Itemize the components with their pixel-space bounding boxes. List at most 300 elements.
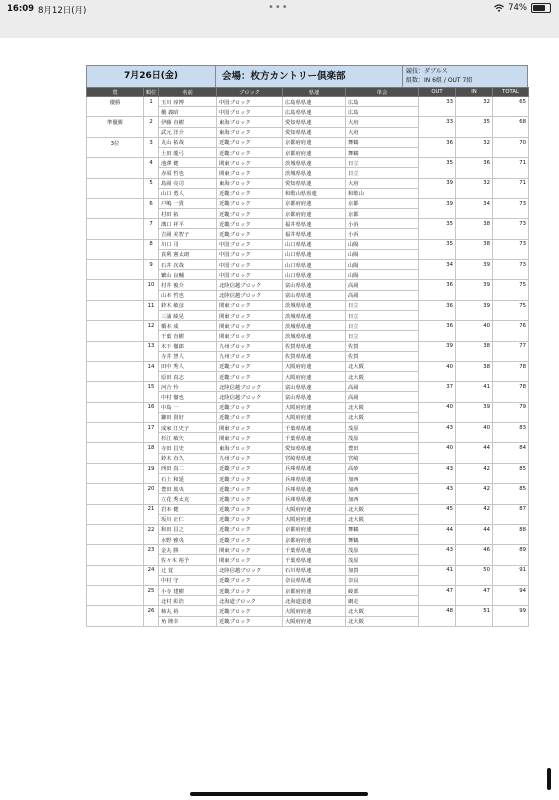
in-score-cell: 44 [456, 443, 493, 453]
unit-cell: 日立 [346, 321, 419, 331]
total-score-cell: 94 [493, 586, 529, 596]
award-cell [87, 412, 144, 422]
prefecture-cell: 山口県県連 [283, 270, 346, 280]
column-header: ブロック [217, 88, 283, 97]
prefecture-cell: 富山県県連 [283, 392, 346, 402]
home-indicator[interactable] [190, 792, 368, 796]
out-score-cell: 47 [419, 586, 456, 596]
prefecture-cell: 茨城県県連 [283, 300, 346, 310]
rank-cell: 24 [144, 565, 159, 575]
table-row [87, 178, 529, 188]
unit-cell: 佐賀 [346, 341, 419, 351]
player-name-cell: 佐々木 裕予 [159, 555, 217, 565]
out-score-cell: 44 [419, 524, 456, 534]
prefecture-cell: 京都府府連 [283, 586, 346, 596]
unit-cell: 舞鶴 [346, 137, 419, 147]
player-name-cell: 岩本 健 [159, 504, 217, 514]
player-name-cell: 橋本 成 [159, 321, 217, 331]
award-cell: 優勝 [87, 97, 144, 107]
total-score-cell: 88 [493, 524, 529, 534]
unit-cell: 加西 [346, 473, 419, 483]
prefecture-cell: 富山県県連 [283, 290, 346, 300]
award-cell [87, 392, 144, 402]
rank-cell: 14 [144, 361, 159, 371]
out-score-cell [419, 127, 456, 137]
in-score-cell [456, 412, 493, 422]
in-score-cell: 46 [456, 545, 493, 555]
in-score-cell: 41 [456, 382, 493, 392]
in-score-cell: 47 [456, 586, 493, 596]
total-score-cell [493, 473, 529, 483]
total-score-cell: 99 [493, 606, 529, 616]
unit-cell: 北大阪 [346, 402, 419, 412]
rank-cell: 13 [144, 341, 159, 351]
award-cell [87, 433, 144, 443]
total-score-cell [493, 535, 529, 545]
rank-cell [144, 270, 159, 280]
out-score-cell [419, 596, 456, 606]
in-score-cell: 35 [456, 117, 493, 127]
player-name-cell: 石井 次哉 [159, 260, 217, 270]
award-cell [87, 310, 144, 320]
event-date: 7月26日(金) [87, 66, 216, 87]
total-score-cell: 73 [493, 260, 529, 270]
player-name-cell: 小寺 建樹 [159, 586, 217, 596]
award-cell [87, 402, 144, 412]
prefecture-cell: 大阪府府連 [283, 616, 346, 626]
player-name-cell: 鎌田 貴好 [159, 412, 217, 422]
rank-cell [144, 494, 159, 504]
table-row [87, 229, 529, 239]
column-header: 単会 [346, 88, 419, 97]
document-page[interactable] [0, 38, 559, 800]
player-name-cell: 中村 徹也 [159, 392, 217, 402]
unit-cell: 北大阪 [346, 361, 419, 371]
wifi-icon [494, 4, 504, 12]
player-name-cell: 池澤 健 [159, 158, 217, 168]
total-score-cell: 85 [493, 463, 529, 473]
in-score-cell: 42 [456, 484, 493, 494]
table-row [87, 586, 529, 596]
in-score-cell [456, 310, 493, 320]
player-name-cell: 伊藤 直樹 [159, 117, 217, 127]
out-score-cell [419, 514, 456, 524]
block-cell: 東海ブロック [217, 117, 283, 127]
player-name-cell: 寺田 昌史 [159, 443, 217, 453]
player-name-cell: 坂川 正仁 [159, 514, 217, 524]
in-score-cell [456, 290, 493, 300]
total-score-cell [493, 494, 529, 504]
prefecture-cell: 山口県県連 [283, 239, 346, 249]
rank-cell: 16 [144, 402, 159, 412]
award-cell [87, 260, 144, 270]
total-score-cell: 75 [493, 280, 529, 290]
total-score-cell: 91 [493, 565, 529, 575]
award-cell [87, 321, 144, 331]
prefecture-cell: 大阪府府連 [283, 514, 346, 524]
player-name-cell: 木下 徹郎 [159, 341, 217, 351]
battery-icon [531, 3, 551, 13]
award-cell [87, 341, 144, 351]
in-score-cell [456, 372, 493, 382]
unit-cell: 広島 [346, 97, 419, 107]
results-sheet [86, 65, 528, 627]
out-score-cell: 36 [419, 321, 456, 331]
table-row [87, 137, 529, 147]
out-score-cell: 40 [419, 443, 456, 453]
award-cell [87, 107, 144, 117]
award-cell [87, 351, 144, 361]
table-row [87, 321, 529, 331]
award-cell [87, 331, 144, 341]
rank-cell: 12 [144, 321, 159, 331]
rank-cell: 20 [144, 484, 159, 494]
in-score-cell [456, 616, 493, 626]
player-name-cell: 西田 真二 [159, 463, 217, 473]
unit-cell: 北大阪 [346, 504, 419, 514]
in-score-cell [456, 453, 493, 463]
table-row [87, 504, 529, 514]
block-cell: 中国ブロック [217, 97, 283, 107]
award-cell [87, 361, 144, 371]
unit-cell: 北大阪 [346, 606, 419, 616]
in-score-cell: 42 [456, 504, 493, 514]
battery-percent: 74% [508, 3, 527, 13]
competition-type: 競技：ダブルス [406, 68, 448, 75]
rank-cell [144, 392, 159, 402]
award-cell [87, 514, 144, 524]
out-score-cell [419, 270, 456, 280]
unit-cell: 京都 [346, 209, 419, 219]
award-cell [87, 188, 144, 198]
prefecture-cell: 千葉県県連 [283, 555, 346, 565]
total-score-cell [493, 290, 529, 300]
total-score-cell [493, 147, 529, 157]
rank-cell [144, 453, 159, 463]
in-score-cell [456, 596, 493, 606]
prefecture-cell: 京都府府連 [283, 198, 346, 208]
player-name-cell: 田中 秀人 [159, 361, 217, 371]
out-score-cell: 43 [419, 484, 456, 494]
prefecture-cell: 宮崎県県連 [283, 453, 346, 463]
table-row [87, 97, 529, 107]
player-name-cell: 橋 義昭 [159, 107, 217, 117]
total-score-cell: 70 [493, 137, 529, 147]
out-score-cell [419, 229, 456, 239]
table-row [87, 270, 529, 280]
out-score-cell [419, 412, 456, 422]
rank-cell: 3 [144, 137, 159, 147]
block-cell: 関東ブロック [217, 310, 283, 320]
award-cell [87, 484, 144, 494]
table-row [87, 127, 529, 137]
out-score-cell: 48 [419, 606, 456, 616]
rank-cell: 19 [144, 463, 159, 473]
award-cell [87, 545, 144, 555]
rank-cell [144, 575, 159, 585]
block-cell: 近畿ブロック [217, 147, 283, 157]
player-name-cell: 和田 昌之 [159, 524, 217, 534]
player-name-cell: 杉江 敏矢 [159, 433, 217, 443]
total-score-cell [493, 107, 529, 117]
out-score-cell: 41 [419, 565, 456, 575]
total-score-cell [493, 433, 529, 443]
in-score-cell [456, 188, 493, 198]
scroll-indicator[interactable] [547, 768, 551, 790]
player-name-cell: 成家 江史子 [159, 423, 217, 433]
prefecture-cell: 茨城県県連 [283, 310, 346, 320]
player-name-cell: 三浦 綾晃 [159, 310, 217, 320]
block-cell: 近畿ブロック [217, 361, 283, 371]
in-score-cell [456, 127, 493, 137]
unit-cell: 広島 [346, 107, 419, 117]
block-cell: 北陸信越ブロック [217, 280, 283, 290]
total-score-cell [493, 188, 529, 198]
total-score-cell: 65 [493, 97, 529, 107]
rank-cell: 25 [144, 586, 159, 596]
table-row [87, 453, 529, 463]
table-row [87, 596, 529, 606]
total-score-cell: 89 [493, 545, 529, 555]
block-cell: 関東ブロック [217, 331, 283, 341]
out-score-cell [419, 147, 456, 157]
total-score-cell: 68 [493, 117, 529, 127]
player-name-cell: 吉岡 美智子 [159, 229, 217, 239]
block-cell: 近畿ブロック [217, 575, 283, 585]
prefecture-cell: 兵庫県県連 [283, 494, 346, 504]
unit-cell: 綾部 [346, 586, 419, 596]
rank-cell: 18 [144, 443, 159, 453]
rank-cell [144, 209, 159, 219]
in-score-cell [456, 351, 493, 361]
player-name-cell: 島岡 亮司 [159, 178, 217, 188]
total-score-cell: 83 [493, 423, 529, 433]
table-row [87, 433, 529, 443]
prefecture-cell: 北海道道連 [283, 596, 346, 606]
block-cell: 中国ブロック [217, 239, 283, 249]
rank-cell [144, 188, 159, 198]
in-score-cell: 34 [456, 198, 493, 208]
out-score-cell: 43 [419, 423, 456, 433]
out-score-cell [419, 331, 456, 341]
total-score-cell: 75 [493, 300, 529, 310]
unit-cell: 山陽 [346, 260, 419, 270]
table-row [87, 341, 529, 351]
unit-cell: 茂原 [346, 423, 419, 433]
prefecture-cell: 愛知県県連 [283, 117, 346, 127]
prefecture-cell: 大阪府府連 [283, 361, 346, 371]
group-count: 組数：IN 6組 / OUT 7組 [406, 77, 473, 84]
block-cell: 関東ブロック [217, 168, 283, 178]
prefecture-cell: 大阪府府連 [283, 402, 346, 412]
rank-cell: 23 [144, 545, 159, 555]
prefecture-cell: 福井県県連 [283, 229, 346, 239]
in-score-cell: 32 [456, 178, 493, 188]
player-name-cell: 土田 龍弓 [159, 147, 217, 157]
rank-cell [144, 433, 159, 443]
table-row [87, 514, 529, 524]
player-name-cell: 寺井 慧人 [159, 351, 217, 361]
player-name-cell: 村井 俊介 [159, 280, 217, 290]
table-row [87, 249, 529, 259]
status-bar [0, 0, 559, 18]
table-row [87, 555, 529, 565]
out-score-cell: 35 [419, 158, 456, 168]
in-score-cell: 36 [456, 158, 493, 168]
table-row [87, 524, 529, 534]
prefecture-cell: 広島県県連 [283, 107, 346, 117]
prefecture-cell: 兵庫県県連 [283, 484, 346, 494]
multitasking-dots-icon[interactable]: ••• [268, 2, 289, 13]
prefecture-cell: 和歌山県県連 [283, 188, 346, 198]
award-cell [87, 494, 144, 504]
rank-cell [144, 555, 159, 565]
award-cell [87, 524, 144, 534]
block-cell: 近畿ブロック [217, 524, 283, 534]
unit-cell: 和歌山 [346, 188, 419, 198]
table-row [87, 372, 529, 382]
in-score-cell [456, 433, 493, 443]
player-name-cell: 角 隆幸 [159, 616, 217, 626]
rank-cell: 26 [144, 606, 159, 616]
player-name-cell: 村田 拓 [159, 209, 217, 219]
block-cell: 近畿ブロック [217, 535, 283, 545]
in-score-cell [456, 249, 493, 259]
award-cell [87, 423, 144, 433]
rank-cell: 21 [144, 504, 159, 514]
rank-cell: 7 [144, 219, 159, 229]
out-score-cell [419, 535, 456, 545]
table-row [87, 463, 529, 473]
block-cell: 近畿ブロック [217, 606, 283, 616]
results-table [86, 87, 529, 627]
unit-cell: 大府 [346, 178, 419, 188]
award-cell [87, 127, 144, 137]
award-cell [87, 158, 144, 168]
block-cell: 北陸信越ブロック [217, 565, 283, 575]
unit-cell: 大府 [346, 117, 419, 127]
total-score-cell: 76 [493, 321, 529, 331]
out-score-cell: 39 [419, 178, 456, 188]
unit-cell: 舞鶴 [346, 524, 419, 534]
in-score-cell [456, 473, 493, 483]
table-row [87, 382, 529, 392]
out-score-cell: 35 [419, 239, 456, 249]
in-score-cell [456, 107, 493, 117]
block-cell: 九州ブロック [217, 453, 283, 463]
unit-cell: 京都 [346, 198, 419, 208]
rank-cell: 4 [144, 158, 159, 168]
block-cell: 近畿ブロック [217, 209, 283, 219]
total-score-cell [493, 168, 529, 178]
unit-cell: 高岡 [346, 392, 419, 402]
in-score-cell: 32 [456, 137, 493, 147]
player-name-cell: 真利 憲太朗 [159, 249, 217, 259]
rank-cell: 8 [144, 239, 159, 249]
prefecture-cell: 京都府府連 [283, 209, 346, 219]
player-name-cell: 溝口 祥平 [159, 219, 217, 229]
award-cell [87, 229, 144, 239]
block-cell: 近畿ブロック [217, 504, 283, 514]
in-score-cell [456, 514, 493, 524]
total-score-cell [493, 249, 529, 259]
column-header: 名前 [159, 88, 217, 97]
rank-cell: 11 [144, 300, 159, 310]
player-name-cell: 金丸 勝 [159, 545, 217, 555]
out-score-cell [419, 351, 456, 361]
in-score-cell [456, 168, 493, 178]
award-cell [87, 555, 144, 565]
block-cell: 関東ブロック [217, 555, 283, 565]
block-cell: 近畿ブロック [217, 484, 283, 494]
player-name-cell: 石上 和延 [159, 473, 217, 483]
prefecture-cell: 千葉県県連 [283, 423, 346, 433]
out-score-cell: 45 [419, 504, 456, 514]
unit-cell: 奈良 [346, 575, 419, 585]
prefecture-cell: 茨城県県連 [283, 331, 346, 341]
in-score-cell: 42 [456, 463, 493, 473]
block-cell: 近畿ブロック [217, 494, 283, 504]
unit-cell: 茂原 [346, 433, 419, 443]
prefecture-cell: 石川県県連 [283, 565, 346, 575]
total-score-cell [493, 555, 529, 565]
table-row [87, 300, 529, 310]
in-score-cell: 38 [456, 219, 493, 229]
unit-cell: 舞鶴 [346, 535, 419, 545]
award-cell: 準優勝 [87, 117, 144, 127]
table-row [87, 545, 529, 555]
in-score-cell [456, 209, 493, 219]
block-cell: 近畿ブロック [217, 198, 283, 208]
prefecture-cell: 京都府府連 [283, 137, 346, 147]
block-cell: 近畿ブロック [217, 219, 283, 229]
total-score-cell [493, 514, 529, 524]
block-cell: 関東ブロック [217, 300, 283, 310]
total-score-cell [493, 596, 529, 606]
table-row [87, 209, 529, 219]
table-row [87, 484, 529, 494]
rank-cell [144, 127, 159, 137]
table-row [87, 423, 529, 433]
prefecture-cell: 奈良県県連 [283, 575, 346, 585]
rank-cell: 17 [144, 423, 159, 433]
block-cell: 近畿ブロック [217, 402, 283, 412]
unit-cell: 豊田 [346, 443, 419, 453]
total-score-cell [493, 412, 529, 422]
rank-cell [144, 473, 159, 483]
unit-cell: 高砂 [346, 463, 419, 473]
unit-cell: 加西 [346, 494, 419, 504]
player-name-cell: 玉川 淳博 [159, 97, 217, 107]
prefecture-cell: 茨城県県連 [283, 168, 346, 178]
in-score-cell: 39 [456, 260, 493, 270]
award-cell [87, 209, 144, 219]
award-cell [87, 535, 144, 545]
unit-cell: 山陽 [346, 249, 419, 259]
player-name-cell: 山口 勇人 [159, 188, 217, 198]
player-name-cell: 原田 真志 [159, 372, 217, 382]
award-cell [87, 443, 144, 453]
prefecture-cell: 愛知県県連 [283, 443, 346, 453]
table-row [87, 310, 529, 320]
block-cell: 近畿ブロック [217, 229, 283, 239]
table-row [87, 260, 529, 270]
unit-cell: 日立 [346, 168, 419, 178]
award-cell [87, 219, 144, 229]
block-cell: 九州ブロック [217, 341, 283, 351]
table-row [87, 351, 529, 361]
block-cell: 中国ブロック [217, 107, 283, 117]
